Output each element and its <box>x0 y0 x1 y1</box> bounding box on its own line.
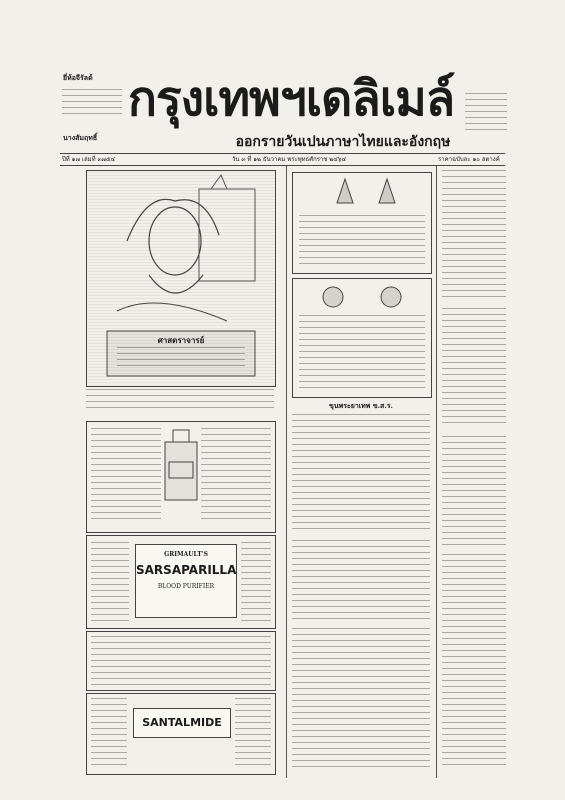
right-article-4 <box>442 554 506 768</box>
sarsaparilla-product: SARSAPARILLA <box>136 563 237 577</box>
royal-notice-1-text <box>299 215 425 269</box>
sarsaparilla-box <box>135 544 237 618</box>
santalmide-package <box>133 708 231 738</box>
masthead-right-text <box>465 93 507 133</box>
center-article-2 <box>292 540 430 620</box>
santalmide-text-left <box>91 698 127 768</box>
issue-line: ปีที่ ๑๗ เล่มที่ ๓๗๕๔ <box>62 156 116 163</box>
price-line: ราคาฉบับละ ๑๐ สตางค์ <box>438 156 500 163</box>
poster-caption-text <box>117 347 245 371</box>
perfume-ad <box>86 421 276 533</box>
masthead-left-label-1: ยี่ห้อจีรัลด์ <box>63 73 93 82</box>
poster-ad <box>86 170 276 387</box>
right-article-2 <box>442 308 506 428</box>
sarsaparilla-brand: GRIMAULT'S <box>164 551 208 558</box>
column-divider-2 <box>436 166 437 778</box>
santalmide-ad <box>86 693 276 775</box>
small-ad <box>86 631 276 691</box>
right-article-3 <box>442 436 506 546</box>
right-article-1 <box>442 170 506 300</box>
royal-emblem-icon <box>293 173 431 213</box>
date-line: วัน ๓ ที่ ๑๒ ธันวาคม พระพุทธศักราช ๒๔๖๔ <box>232 156 347 163</box>
masthead-rule-2 <box>60 165 505 166</box>
column-divider-1 <box>286 166 287 778</box>
poster-ad-text <box>86 389 274 413</box>
newspaper-title: กรุงเทพฯเดลิเมล์ <box>127 71 455 127</box>
center-article-3 <box>292 628 430 768</box>
royal-notice-2-text <box>299 315 425 393</box>
royal-emblem-2-icon <box>293 279 431 313</box>
sarsaparilla-sub: BLOOD PURIFIER <box>157 583 215 590</box>
santalmide-text-right <box>235 698 271 768</box>
masthead-left-label-2: นางสัมฤทธิ์ <box>63 133 98 142</box>
masthead-left-text <box>62 89 122 117</box>
sarsaparilla-text-right <box>241 542 271 622</box>
newspaper-subtitle: ออกรายวันเปนภาษาไทยและอังกฤษ <box>235 134 451 149</box>
sarsaparilla-ad <box>86 535 276 629</box>
royal-notice-1 <box>292 172 432 274</box>
perfume-ad-text-right <box>201 428 271 523</box>
masthead-rule <box>60 153 505 154</box>
center-heading: ขุนพระยาเทพ ข.ส.ร. <box>329 401 393 410</box>
poster-caption: ศาสตราจารย์ <box>157 335 205 345</box>
santalmide-label: SANTALMIDE <box>142 716 222 729</box>
royal-notice-2 <box>292 278 432 398</box>
center-article-1 <box>292 414 430 532</box>
sarsaparilla-text-left <box>91 542 129 622</box>
perfume-ad-text-left <box>91 428 161 523</box>
small-ad-text <box>91 636 271 686</box>
